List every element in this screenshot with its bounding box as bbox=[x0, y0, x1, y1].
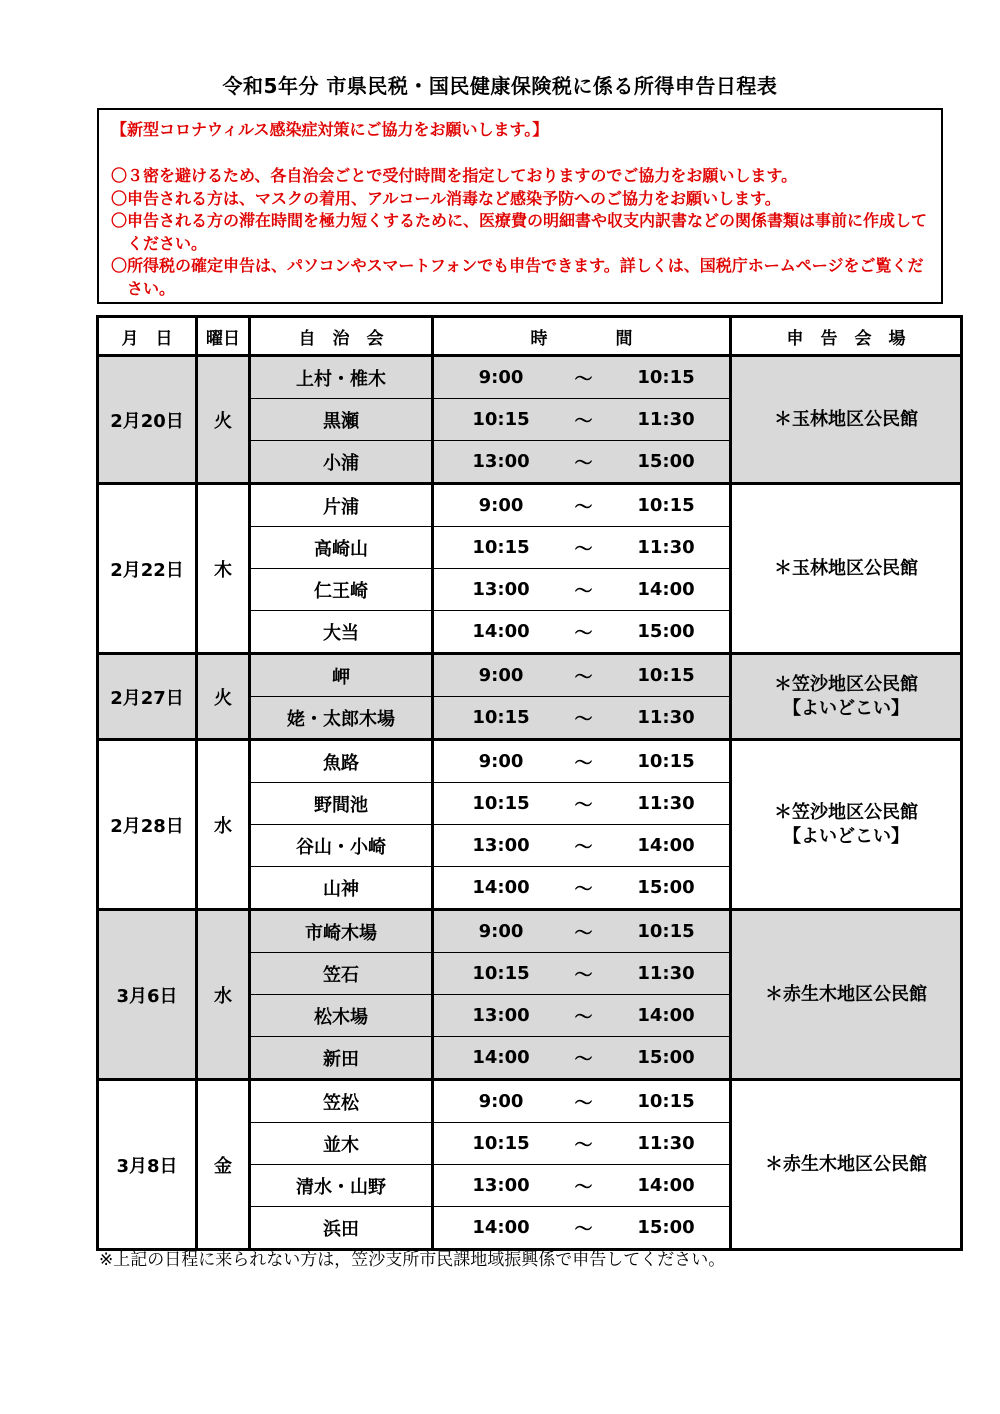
time-cell bbox=[433, 569, 731, 611]
end-time: 14:00 bbox=[637, 835, 695, 856]
area-cell: 魚路 bbox=[250, 740, 433, 783]
date-cell: 2月22日 bbox=[98, 484, 197, 654]
start-time: 10:15 bbox=[472, 1133, 530, 1154]
time-range bbox=[434, 919, 729, 945]
time-cell bbox=[433, 1165, 731, 1207]
time-cell bbox=[433, 825, 731, 867]
start-time: 10:15 bbox=[472, 537, 530, 558]
range-tilde: ～ bbox=[574, 964, 593, 986]
range-tilde: ～ bbox=[574, 580, 593, 602]
start-time: 14:00 bbox=[472, 877, 530, 898]
time-cell bbox=[433, 1207, 731, 1250]
range-tilde: ～ bbox=[574, 794, 593, 816]
time-range bbox=[434, 577, 729, 603]
range-tilde: ～ bbox=[574, 410, 593, 432]
start-time: 10:15 bbox=[472, 963, 530, 984]
end-time: 15:00 bbox=[637, 877, 695, 898]
end-time: 11:30 bbox=[637, 793, 695, 814]
table-header-row bbox=[98, 317, 962, 356]
venue-cell bbox=[731, 1080, 962, 1250]
end-time: 11:30 bbox=[637, 707, 695, 728]
area-cell: 仁王崎 bbox=[250, 569, 433, 611]
start-time: 14:00 bbox=[472, 621, 530, 642]
time-range bbox=[434, 1173, 729, 1199]
end-time: 10:15 bbox=[637, 1091, 695, 1112]
venue-cell bbox=[731, 356, 962, 484]
table-row bbox=[98, 356, 962, 399]
weekday-cell: 金 bbox=[197, 1080, 250, 1250]
notice-item: 〇３密を避けるため、各自治会ごとで受付時間を指定しておりますのでご協力をお願いします。 bbox=[111, 166, 798, 185]
table-row bbox=[98, 654, 962, 697]
end-time: 14:00 bbox=[637, 579, 695, 600]
time-cell bbox=[433, 1080, 731, 1123]
time-cell bbox=[433, 399, 731, 441]
weekday-cell: 木 bbox=[197, 484, 250, 654]
header-time: 時 間 bbox=[433, 317, 731, 356]
venue-line: ＊赤生木地区公民館 bbox=[765, 983, 927, 1005]
time-range bbox=[434, 1045, 729, 1071]
area-cell: 笠石 bbox=[250, 953, 433, 995]
area-cell: 岬 bbox=[250, 654, 433, 697]
area-cell: 並木 bbox=[250, 1123, 433, 1165]
end-time: 15:00 bbox=[637, 451, 695, 472]
range-tilde: ～ bbox=[574, 922, 593, 944]
venue-line: 【よいどこい】 bbox=[783, 697, 909, 719]
area-cell: 新田 bbox=[250, 1037, 433, 1080]
date-cell: 2月20日 bbox=[98, 356, 197, 484]
venue-cell bbox=[731, 910, 962, 1080]
start-time: 9:00 bbox=[478, 665, 524, 686]
time-range bbox=[434, 833, 729, 859]
venue-line: 【よいどこい】 bbox=[783, 825, 909, 847]
venue-cell bbox=[731, 484, 962, 654]
venue-line: ＊赤生木地区公民館 bbox=[765, 1153, 927, 1175]
area-cell: 野間池 bbox=[250, 783, 433, 825]
start-time: 13:00 bbox=[472, 835, 530, 856]
end-time: 15:00 bbox=[637, 1047, 695, 1068]
time-cell bbox=[433, 654, 731, 697]
time-cell bbox=[433, 953, 731, 995]
time-range bbox=[434, 875, 729, 901]
venue-cell bbox=[731, 654, 962, 740]
time-cell bbox=[433, 1037, 731, 1080]
time-cell bbox=[433, 867, 731, 910]
header-venue: 申 告 会 場 bbox=[731, 317, 962, 356]
schedule-table bbox=[96, 315, 963, 1251]
range-tilde: ～ bbox=[574, 622, 593, 644]
footnote: ※上記の日程に来られない方は，笠沙支所市民課地域振興係で申告してください。 bbox=[99, 1250, 726, 1270]
area-cell: 姥・太郎木場 bbox=[250, 697, 433, 740]
notice-item: 〇申告される方の滞在時間を極力短くするために、医療費の明細書や収支内訳書などの関係書類は事前に作成してください。 bbox=[111, 211, 928, 253]
start-time: 13:00 bbox=[472, 1175, 530, 1196]
page-title: 令和5年分 市県民税・国民健康保険税に係る所得申告日程表 bbox=[222, 74, 778, 98]
start-time: 10:15 bbox=[472, 409, 530, 430]
start-time: 9:00 bbox=[478, 367, 524, 388]
venue-line: ＊玉林地区公民館 bbox=[774, 557, 918, 579]
time-range bbox=[434, 1003, 729, 1029]
area-cell: 清水・山野 bbox=[250, 1165, 433, 1207]
time-range bbox=[434, 493, 729, 519]
range-tilde: ～ bbox=[574, 666, 593, 688]
area-cell: 市崎木場 bbox=[250, 910, 433, 953]
range-tilde: ～ bbox=[574, 752, 593, 774]
time-range bbox=[434, 449, 729, 475]
range-tilde: ～ bbox=[574, 368, 593, 390]
end-time: 10:15 bbox=[637, 367, 695, 388]
table-row bbox=[98, 910, 962, 953]
time-cell bbox=[433, 740, 731, 783]
range-tilde: ～ bbox=[574, 836, 593, 858]
area-cell: 松木場 bbox=[250, 995, 433, 1037]
time-range bbox=[434, 1089, 729, 1115]
range-tilde: ～ bbox=[574, 1048, 593, 1070]
end-time: 10:15 bbox=[637, 921, 695, 942]
time-cell bbox=[433, 356, 731, 399]
table-row bbox=[98, 740, 962, 783]
weekday-cell: 火 bbox=[197, 654, 250, 740]
table-row bbox=[98, 484, 962, 527]
weekday-cell: 火 bbox=[197, 356, 250, 484]
end-time: 11:30 bbox=[637, 963, 695, 984]
date-cell: 3月8日 bbox=[98, 1080, 197, 1250]
start-time: 13:00 bbox=[472, 1005, 530, 1026]
time-cell bbox=[433, 783, 731, 825]
range-tilde: ～ bbox=[574, 1092, 593, 1114]
start-time: 9:00 bbox=[478, 1091, 524, 1112]
area-cell: 高崎山 bbox=[250, 527, 433, 569]
time-range bbox=[434, 791, 729, 817]
start-time: 14:00 bbox=[472, 1047, 530, 1068]
area-cell: 黒瀬 bbox=[250, 399, 433, 441]
range-tilde: ～ bbox=[574, 538, 593, 560]
notice-box bbox=[97, 108, 943, 304]
venue-line: ＊玉林地区公民館 bbox=[774, 408, 918, 430]
start-time: 10:15 bbox=[472, 707, 530, 728]
header-weekday: 曜日 bbox=[197, 317, 250, 356]
end-time: 10:15 bbox=[637, 665, 695, 686]
time-cell bbox=[433, 484, 731, 527]
notice-heading: 【新型コロナウィルス感染症対策にご協力をお願いします。】 bbox=[111, 120, 549, 139]
start-time: 14:00 bbox=[472, 1217, 530, 1238]
date-cell: 2月27日 bbox=[98, 654, 197, 740]
weekday-cell: 水 bbox=[197, 740, 250, 910]
venue-line: ＊笠沙地区公民館 bbox=[774, 673, 918, 695]
range-tilde: ～ bbox=[574, 496, 593, 518]
time-cell bbox=[433, 611, 731, 654]
area-cell: 片浦 bbox=[250, 484, 433, 527]
time-range bbox=[434, 407, 729, 433]
notice-item: 〇所得税の確定申告は、パソコンやスマートフォンでも申告できます。詳しくは、国税庁ホームページをご覧ください。 bbox=[111, 256, 924, 298]
start-time: 9:00 bbox=[478, 751, 524, 772]
time-range bbox=[434, 1215, 729, 1241]
start-time: 9:00 bbox=[478, 495, 524, 516]
time-range bbox=[434, 1131, 729, 1157]
notice-item: 〇申告される方は、マスクの着用、アルコール消毒など感染予防へのご協力をお願いします。 bbox=[111, 188, 781, 208]
weekday-cell: 水 bbox=[197, 910, 250, 1080]
start-time: 10:15 bbox=[472, 793, 530, 814]
time-range bbox=[434, 749, 729, 775]
start-time: 9:00 bbox=[478, 921, 524, 942]
header-date: 月 日 bbox=[98, 317, 197, 356]
end-time: 11:30 bbox=[637, 409, 695, 430]
area-cell: 大当 bbox=[250, 611, 433, 654]
range-tilde: ～ bbox=[574, 878, 593, 900]
end-time: 15:00 bbox=[637, 1217, 695, 1238]
venue-line: ＊笠沙地区公民館 bbox=[774, 801, 918, 823]
area-cell: 浜田 bbox=[250, 1207, 433, 1250]
time-cell bbox=[433, 1123, 731, 1165]
time-range bbox=[434, 365, 729, 391]
schedule-body bbox=[98, 356, 962, 1250]
time-cell bbox=[433, 527, 731, 569]
header-area: 自 治 会 bbox=[250, 317, 433, 356]
time-cell bbox=[433, 697, 731, 740]
end-time: 10:15 bbox=[637, 495, 695, 516]
area-cell: 小浦 bbox=[250, 441, 433, 484]
time-cell bbox=[433, 910, 731, 953]
time-range bbox=[434, 705, 729, 731]
end-time: 11:30 bbox=[637, 1133, 695, 1154]
time-range bbox=[434, 619, 729, 645]
range-tilde: ～ bbox=[574, 1006, 593, 1028]
table-row bbox=[98, 1080, 962, 1123]
venue-cell bbox=[731, 740, 962, 910]
start-time: 13:00 bbox=[472, 579, 530, 600]
end-time: 14:00 bbox=[637, 1005, 695, 1026]
time-cell bbox=[433, 441, 731, 484]
end-time: 14:00 bbox=[637, 1175, 695, 1196]
range-tilde: ～ bbox=[574, 1176, 593, 1198]
time-range bbox=[434, 663, 729, 689]
range-tilde: ～ bbox=[574, 708, 593, 730]
time-range bbox=[434, 535, 729, 561]
range-tilde: ～ bbox=[574, 1134, 593, 1156]
range-tilde: ～ bbox=[574, 452, 593, 474]
end-time: 10:15 bbox=[637, 751, 695, 772]
notice-list bbox=[111, 165, 931, 300]
date-cell: 3月6日 bbox=[98, 910, 197, 1080]
end-time: 11:30 bbox=[637, 537, 695, 558]
time-cell bbox=[433, 995, 731, 1037]
range-tilde: ～ bbox=[574, 1218, 593, 1240]
area-cell: 山神 bbox=[250, 867, 433, 910]
start-time: 13:00 bbox=[472, 451, 530, 472]
area-cell: 谷山・小崎 bbox=[250, 825, 433, 867]
end-time: 15:00 bbox=[637, 621, 695, 642]
area-cell: 笠松 bbox=[250, 1080, 433, 1123]
time-range bbox=[434, 961, 729, 987]
area-cell: 上村・椎木 bbox=[250, 356, 433, 399]
date-cell: 2月28日 bbox=[98, 740, 197, 910]
